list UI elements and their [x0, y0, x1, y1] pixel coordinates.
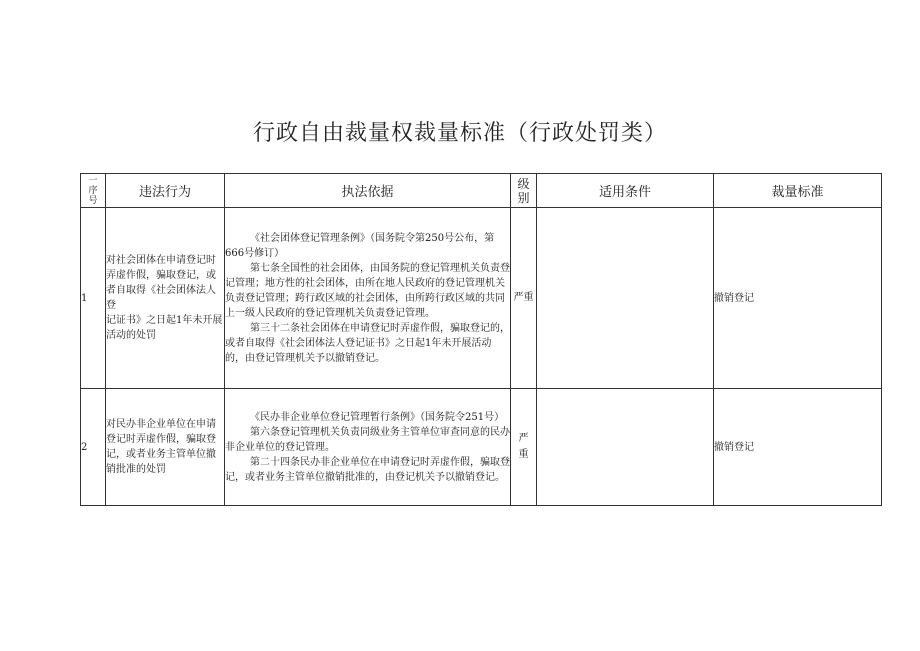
basis-line: 《民办非企业单位登记管理暂行条例》（国务院令251号） [250, 411, 505, 423]
basis-line: 第六条登记管理机关负责同级业务主管单位审查同意的民办非企业单位的登记管理。 [225, 426, 510, 453]
row-level: 严重 [511, 208, 537, 389]
row-condition [537, 208, 714, 389]
row-act: 对社会团体在申请登记时弄虚作假，骗取登记，或者自取得《社会团体法人登 记证书》之日起1年未开展活动的处罚 [106, 208, 225, 389]
page-title: 行政自由裁量权裁量标准（行政处罚类） [252, 121, 667, 146]
basis-line: 第二十四条民办非企业单位在申请登记时弄虚作假，骗取登记，或者业务主管单位撤销批准的，由登记机关予以撤销登记。 [225, 456, 510, 483]
table-row [81, 208, 882, 389]
row-seq: 1 [81, 208, 106, 389]
row-level: 严 重 [511, 389, 537, 506]
row-standard: 撤销登记 [714, 389, 882, 506]
header-basis: 执法依据 [225, 174, 511, 208]
row-standard: 撤销登记 [714, 208, 882, 389]
basis-line: 第三十二条社会团体在申请登记时弄虚作假，骗取登记的，或者自取得《社会团体法人登记证书》之日起1年未开展活动的，由登记管理机关予以撤销登记。 [225, 322, 510, 364]
header-condition: 适用条件 [537, 174, 714, 208]
table-row [81, 389, 882, 506]
row-seq: 2 [81, 389, 106, 506]
row-act: 对民办非企业单位在申请登记时弄虚作假，骗取登记，或者业务主管单位撤销批准的处罚 [106, 389, 225, 506]
header-standard: 裁量标准 [714, 174, 882, 208]
row-condition [537, 389, 714, 506]
header-act: 违法行为 [106, 174, 225, 208]
basis-line: 第七条全国性的社会团体，由国务院的登记管理机关负责登记管理；地方性的社会团体，由所在地人民政府的登记管理机关负责登记管理；跨行政区域的社会团体，由所跨行政区域的共同上一级人民政府的登记管理机关负责登记管理。 [225, 262, 510, 319]
header-level: 级 别 [511, 174, 537, 208]
header-seq: 一 序 号 [81, 174, 106, 208]
row-basis [225, 389, 511, 506]
basis-line: 《社会团体登记管理条例》（国务院令第250号公布，第666号修订） [225, 232, 495, 259]
table-header-row [81, 174, 882, 208]
penalty-standard-table [80, 173, 882, 506]
row-basis [225, 208, 511, 389]
